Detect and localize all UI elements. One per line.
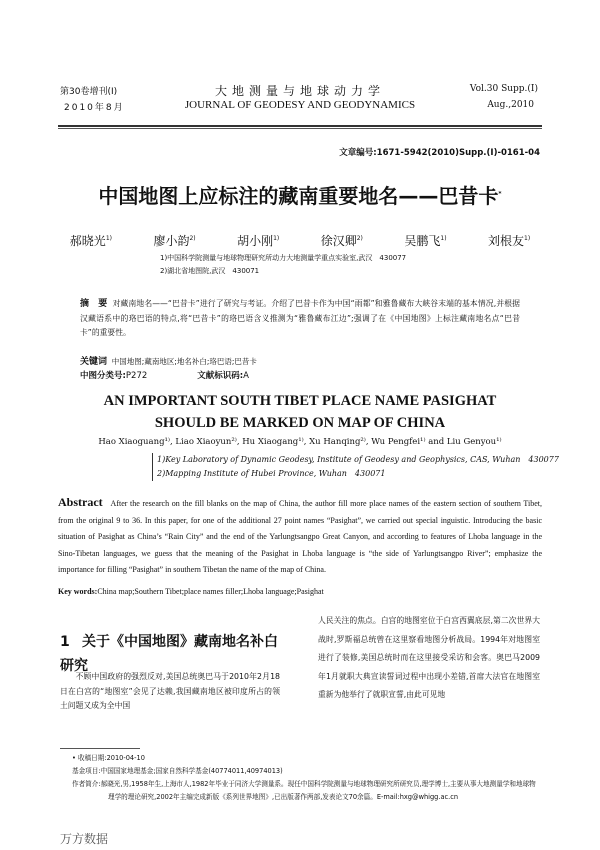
- header-rule: [58, 125, 542, 129]
- wanfang-watermark: 万方数据: [60, 832, 109, 846]
- journal-title-en: JOURNAL OF GEODESY AND GEODYNAMICS: [184, 99, 416, 111]
- affiliations-en: 1)Key Laboratory of Dynamic Geodesy, Institute of Geodesy and Geophysics, CAS, Wuhan 430077 2)Mapping Institute of Hubei Province, Wuhan 430071: [152, 453, 559, 481]
- journal-title-cn: 大地测量与地球动力学: [214, 84, 385, 98]
- keywords-cn: 关键词 中国地图;藏南地区;地名补白;珞巴语;巴昔卡: [80, 357, 257, 367]
- volume-label-en: Vol.30 Supp.(Ⅰ): [469, 84, 538, 94]
- section-heading: 1 关于《中国地图》藏南地名补白研究: [60, 634, 278, 674]
- keywords-en: Key words:China map;Southern Tibet;place names filler;Lhoba language;Pasighat: [58, 587, 324, 596]
- authors-cn: 郝晓光$^{1)}$ 廖小韵$^{2)}$ 胡小刚$^{1)}$ 徐汉卿$^{2)}$ 吴鹏飞$^{1)}$ 刘根友$^{1)}$: [69, 234, 531, 248]
- issue-date: 2010年8月: [64, 103, 125, 113]
- abstract-en: Abstract After the research on the fill blanks on the map of China, the author fill more place names of the eastern section of southern Tibet, from the original 9 to 36. In this paper, for one of the additional 27 point names “Pasighat”, we carried out special inguistic. Introducing the basic situation of Pasighat as China’s “Rain City” and the end of the Yarlungtsangpo Great Canyon, and according to features of Lhoba language in the Sino-Tibetan languages, we guess that the meaning of the Pasighat in Lhoba language is “the side of Yarlungtsangpo River”; emphasize the importance for filling “Pasighat” in southern Tibetan the name of the map of China.: [58, 495, 542, 574]
- authors-en: Hao Xiaoguang¹⁾, Liao Xiaoyun²⁾, Hu Xiaogang¹⁾, Xu Hanqing²⁾, Wu Pengfei¹⁾ and Liu Genyou¹⁾: [98, 437, 502, 447]
- article-number: 文章编号:1671-5942(2010)Supp.(Ⅰ)-0161-04: [339, 148, 540, 158]
- body-right-column: 人民关注的焦点。白宫的地图室位于白宫西翼底层,第二次世界大战时,罗斯福总统曾在这里察看地图分析战局。1994年对地图室进行了装修,美国总统时而在这里接受采访和会客。奥巴马2009年1月就职大典宣读誓词过程中出现小差错,首席大法官在地图室重新为他举行了就职宣誓,由此可见地: [318, 616, 540, 699]
- classification: 中图分类号:P272 文献标识码:A: [80, 371, 249, 381]
- footnotes: • 收稿日期:2010-04-10 基金项目:中国国家地理基金;国家自然科学基金(40774011,40974013) 作者简介:郝晓光,男,1958年生,上海市人,1982年毕业于同济大学测量系。现任中国科学院测量与地球物理研究所研究员,理学博士,主要从事大地测量学和地球物理学的理论研究,2002年主编完成新版《系列世界地图》,已出版著作两部,发表论文70余篇。E-mail:hxg@whigg.ac.cn: [72, 754, 536, 801]
- footnote-rule: [60, 748, 140, 749]
- volume-label: 第30卷增刊(Ⅰ): [60, 87, 118, 97]
- issue-date-en: Aug.,2010: [487, 100, 534, 110]
- affiliations-cn: 1)中国科学院测量与地球物理研究所动力大地测量学重点实验室,武汉 430077 2)湖北省地图院,武汉 430071: [160, 254, 407, 275]
- abstract-cn: 摘 要 对藏南地名——“巴昔卡”进行了研究与考证。介绍了巴昔卡作为中国“雨都”和雅鲁藏布大峡谷末端的基本情况,并根据汉藏语系中的珞巴语的特点,将“巴昔卡”的珞巴语含义推测为“雅鲁藏布江边”;强调了在《中国地图》上标注藏南地名点“巴昔卡”的重要性。: [80, 299, 520, 337]
- title-cn: 中国地图上应标注的藏南重要地名——巴昔卡*: [98, 184, 502, 208]
- body-left-column: 不顾中国政府的强烈反对,美国总统奥巴马于2010年2月18日在白宫的“地图室”会见了达赖,我国藏南地区被印度所占的领土问题又成为全中国: [60, 672, 280, 710]
- title-en: AN IMPORTANT SOUTH TIBET PLACE NAME PASIGHAT SHOULD BE MARKED ON MAP OF CHINA: [103, 393, 497, 431]
